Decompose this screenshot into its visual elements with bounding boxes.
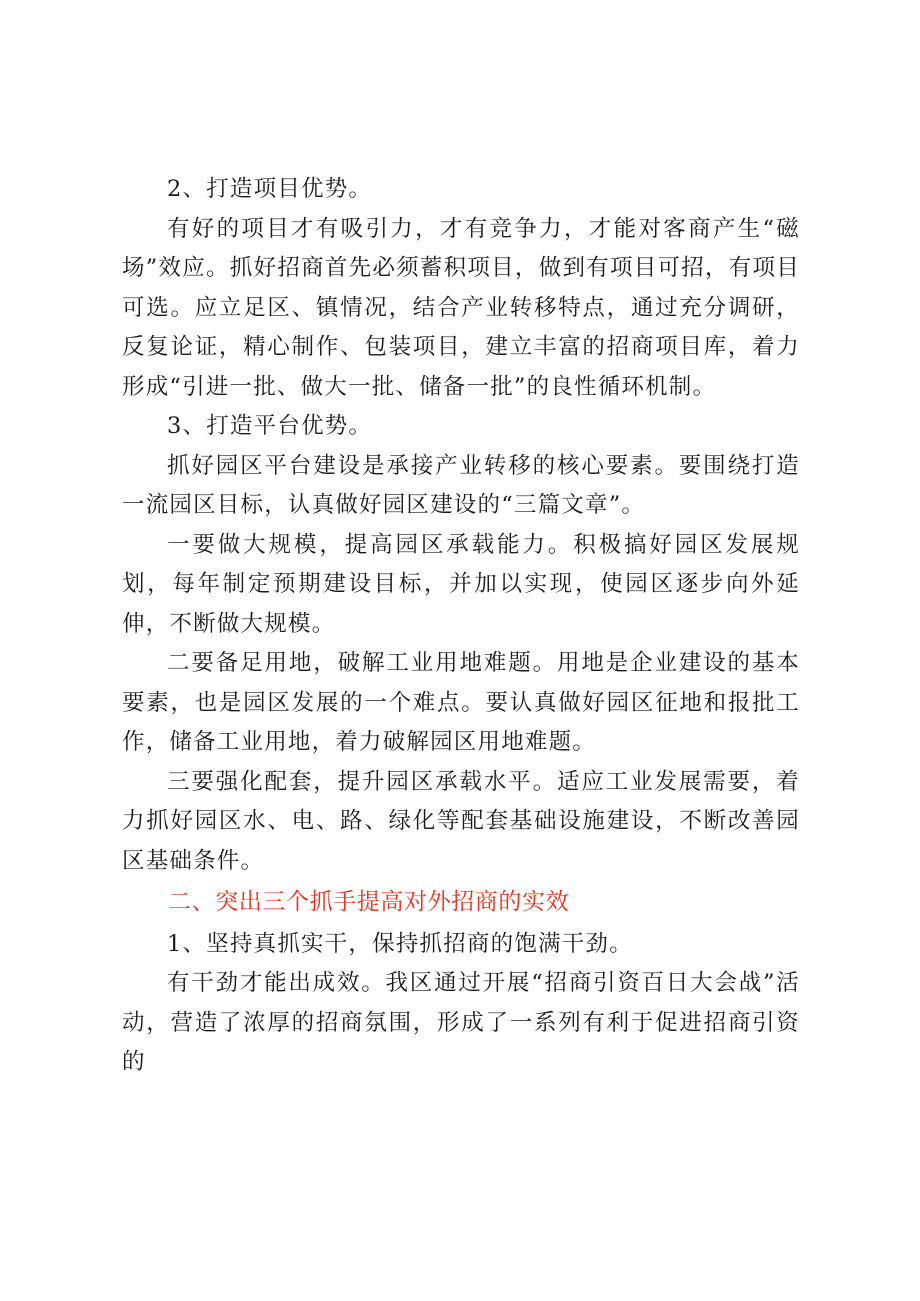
paragraph-facilities: 三要强化配套，提升园区承载水平。适应工业发展需要，着力抓好园区水、电、路、绿化等配套基础设施建设，不断改善园区基础条件。 xyxy=(122,768,800,874)
section-heading-three-levers: 二、突出三个抓手提高对外招商的实效 xyxy=(168,889,570,915)
paragraph-land: 二要备足用地，破解工业用地难题。用地是企业建设的基本要素，也是园区发展的一个难点。要认真做好园区征地和报批工作，储备工业用地，着力破解园区用地难题。 xyxy=(122,650,800,755)
subheading-platform-advantage: 3、打造平台优势。 xyxy=(167,413,373,439)
paragraph-scale: 一要做大规模，提高园区承载能力。积极搞好园区发展规划，每年制定预期建设目标，并加以实现，使园区逐步向外延伸，不断做大规模。 xyxy=(122,531,800,637)
document-body xyxy=(122,170,800,1083)
subheading-project-advantage: 2、打造项目优势。 xyxy=(167,176,373,202)
paragraph-park-platform: 抓好园区平台建设是承接产业转移的核心要素。要围绕打造一流园区目标，认真做好园区建设的“三篇文章”。 xyxy=(122,452,800,518)
subheading-hard-work: 1、坚持真抓实干，保持抓招商的饱满干劲。 xyxy=(167,930,633,957)
paragraph-hundred-days-campaign: 有干劲才能出成效。我区通过开展“招商引资百日大会战”活动，营造了浓厚的招商氛围，形成了一系列有利于促进招商引资的 xyxy=(122,970,800,1075)
paragraph-project-attraction: 有好的项目才有吸引力，才有竞争力，才能对客商产生“磁场”效应。抓好招商首先必须蓄积项目，做到有项目可招，有项目可选。应立足区、镇情况，结合产业转移特点，通过充分调研，反复论证，精心制作、包装项目，建立丰富的招商项目库，着力形成“引进一批、做大一批、储备一批”的良性循环机制。 xyxy=(122,215,800,400)
